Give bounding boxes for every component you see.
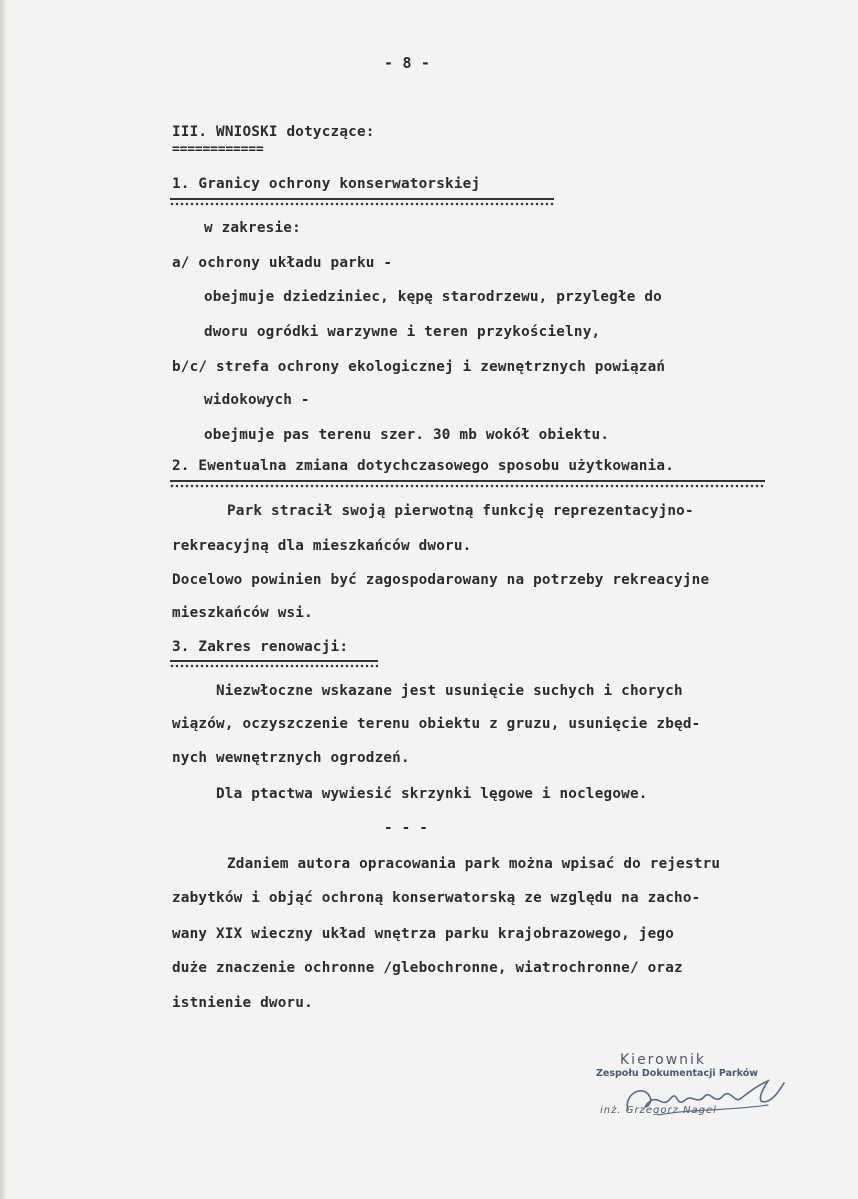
conclusion-line-1: Zdaniem autora opracowania park można wpisać do rejestru <box>227 856 721 872</box>
conclusion-line-4: duże znaczenie ochronne /glebochronne, wiatrochronne/ oraz <box>172 960 683 976</box>
section2-title-underline <box>170 480 765 482</box>
section1-bc-label-2: widokowych - <box>204 392 310 408</box>
section1-title-underline <box>170 198 554 200</box>
conclusion-line-3: wany XIX wieczny układ wnętrza parku krajobrazowego, jego <box>172 926 675 942</box>
separator: - - - <box>384 820 429 836</box>
section1-title-underline-wavy <box>170 202 554 206</box>
section1-bc-label-1: b/c/ strefa ochrony ekologicznej i zewnętrznych powiązań <box>172 359 666 375</box>
section-heading: III. WNIOSKI dotyczące: <box>172 124 375 140</box>
section1-intro: w zakresie: <box>204 220 301 236</box>
section3-p1: Niezwłoczne wskazane jest usunięcie suchych i chorych <box>216 683 683 699</box>
section3-p2: wiązów, oczyszczenie terenu obiektu z gruzu, usunięcie zbęd- <box>172 716 701 732</box>
section1-bc-text: obejmuje pas terenu szer. 30 mb wokół obiektu. <box>204 427 610 443</box>
stamp-name: inż. Grzegorz Nagel <box>600 1105 717 1116</box>
section2-p4: mieszkańców wsi. <box>172 605 313 621</box>
section2-p1: Park stracił swoją pierwotną funkcję reprezentacyjno- <box>227 503 694 519</box>
section3-p4: Dla ptactwa wywiesić skrzynki lęgowe i noclegowe. <box>216 786 648 802</box>
section2-title: 2. Ewentualna zmiana dotychczasowego sposobu użytkowania. <box>172 458 675 474</box>
section3-title-underline <box>170 660 378 662</box>
heading-underline: ============ <box>172 142 264 157</box>
handwritten-signature <box>618 1075 788 1125</box>
section1-title: 1. Granicy ochrony konserwatorskiej <box>172 176 481 192</box>
stamp-title: Kierownik <box>620 1052 707 1068</box>
conclusion-line-2: zabytków i objąć ochroną konserwatorską ze względu na zacho- <box>172 890 701 906</box>
section1-a-label: a/ ochrony układu parku - <box>172 255 393 271</box>
section1-a-text-2: dworu ogródki warzywne i teren przykościelny, <box>204 324 601 340</box>
page-number: - 8 - <box>384 54 431 72</box>
stamp-org: Zespołu Dokumentacji Parków <box>596 1068 759 1079</box>
conclusion-line-5: istnienie dworu. <box>172 995 313 1011</box>
section3-title-underline-wavy <box>170 664 378 668</box>
section2-title-underline-wavy <box>170 484 765 488</box>
section3-title: 3. Zakres renowacji: <box>172 639 349 655</box>
section2-p3: Docelowo powinien być zagospodarowany na potrzeby rekreacyjne <box>172 572 710 588</box>
section1-a-text-1: obejmuje dziedziniec, kępę starodrzewu, przyległe do <box>204 289 662 305</box>
section2-p2: rekreacyjną dla mieszkańców dworu. <box>172 538 472 554</box>
section3-p3: nych wewnętrznych ogrodzeń. <box>172 750 410 766</box>
